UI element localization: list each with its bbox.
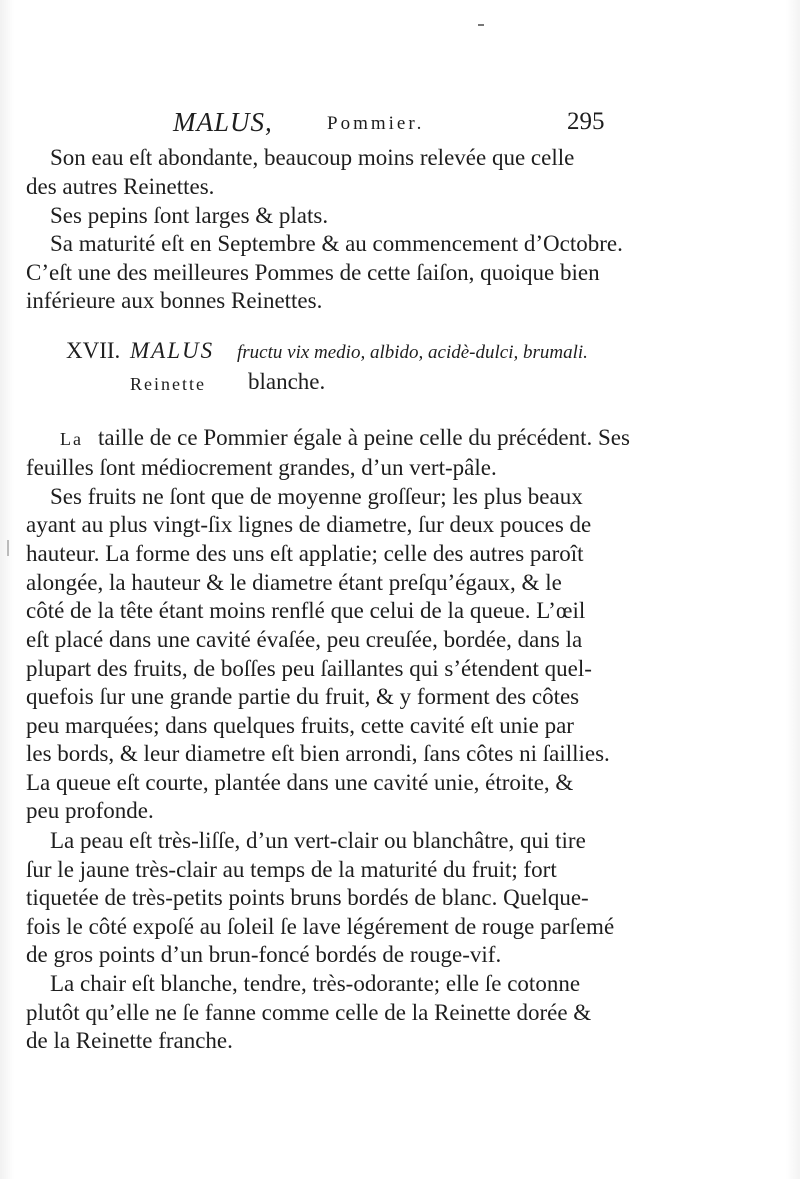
line-text: taille de ce Pommier égale à peine celle du précédent. Ses bbox=[98, 425, 630, 450]
line-text: de gros points d’un brun-foncé bordés de rouge-vif. bbox=[26, 942, 502, 967]
line-text: les bords, & leur diametre eſt bien arrondi, ſans côtes ni ſaillies. bbox=[26, 741, 610, 766]
line-text: eſt placé dans une cavité évaſée, peu creuſée, bordée, dans la bbox=[26, 627, 583, 652]
line-text: Son eau eſt abondante, beaucoup moins relevée que celle bbox=[50, 145, 575, 170]
print-mark bbox=[478, 24, 484, 26]
text-line bbox=[0, 625, 800, 655]
line-text: Ses pepins ſont larges & plats. bbox=[50, 203, 329, 228]
text-line bbox=[0, 510, 800, 540]
text-line bbox=[0, 883, 800, 913]
line-text: peu profonde. bbox=[26, 798, 154, 823]
entry-genus: MALUS bbox=[130, 338, 215, 363]
line-text: alongée, la hauteur & le diametre étant preſqu’égaux, & le bbox=[26, 570, 562, 595]
line-text: côté de la tête étant moins renflé que celui de la queue. L’œil bbox=[26, 598, 586, 623]
entry-number: XVII. bbox=[66, 338, 121, 363]
line-text: plutôt qu’elle ne ſe fanne comme celle de la Reinette dorée & bbox=[26, 1000, 592, 1025]
text-line bbox=[0, 258, 800, 288]
text-line bbox=[0, 711, 800, 741]
line-text: ſur le jaune très-clair au temps de la maturité du fruit; fort bbox=[26, 857, 557, 882]
text-line bbox=[0, 201, 800, 231]
text-line bbox=[0, 453, 800, 483]
text-line bbox=[0, 1026, 800, 1056]
text-line bbox=[0, 229, 800, 259]
line-text: Ses fruits ne ſont que de moyenne groſſeur; les plus beaux bbox=[50, 484, 583, 509]
text-line bbox=[0, 172, 800, 202]
line-text: La chair eſt blanche, tendre, très-odorante; elle ſe cotonne bbox=[50, 971, 581, 996]
line-text: hauteur. La forme des uns eſt applatie; celle des autres paroît bbox=[26, 541, 584, 566]
text-line bbox=[0, 286, 800, 316]
dropcap: La bbox=[60, 429, 83, 449]
text-line bbox=[0, 969, 800, 999]
line-text: des autres Reinettes. bbox=[26, 174, 215, 199]
text-line bbox=[0, 739, 800, 769]
text-line bbox=[0, 826, 800, 856]
line-text: feuilles ſont médiocrement grandes, d’un vert-pâle. bbox=[26, 455, 497, 480]
text-line bbox=[0, 596, 800, 626]
entry-name-rest: blanche. bbox=[248, 369, 326, 394]
line-text: C’eſt une des meilleures Pommes de cette ſaiſon, quoique bien bbox=[26, 260, 600, 285]
text-line bbox=[0, 539, 800, 569]
text-line bbox=[0, 423, 800, 453]
line-text: La queue eſt courte, plantée dans une cavité unie, étroite, & bbox=[26, 770, 574, 795]
text-line bbox=[0, 482, 800, 512]
line-text: peu marquées; dans quelques fruits, cette cavité eſt unie par bbox=[26, 713, 574, 738]
line-text: ayant au plus vingt-ſix lignes de diametre, ſur deux pouces de bbox=[26, 512, 592, 537]
entry-heading bbox=[0, 336, 800, 366]
line-text: tiquetée de très-petits points bruns bordés de blanc. Quelque- bbox=[26, 885, 589, 910]
line-text: plupart des fruits, de boſſes peu ſaillantes qui s’étendent quel- bbox=[26, 656, 592, 681]
text-line bbox=[0, 654, 800, 684]
text-line bbox=[0, 568, 800, 598]
text-line bbox=[0, 768, 800, 798]
line-text: quefois ſur une grande partie du fruit, & y forment des côtes bbox=[26, 684, 580, 709]
line-text: Sa maturité eſt en Septembre & au commencement d’Octobre. bbox=[50, 231, 623, 256]
text-line bbox=[0, 998, 800, 1028]
text-line bbox=[0, 682, 800, 712]
text-line bbox=[0, 912, 800, 942]
entry-common-name bbox=[0, 367, 800, 397]
entry-name-smallcaps: Reinette bbox=[130, 374, 206, 394]
header-title: MALUS, bbox=[173, 107, 273, 137]
line-text: de la Reinette franche. bbox=[26, 1028, 233, 1053]
page-number: 295 bbox=[567, 108, 605, 135]
header-subtitle: Pommier. bbox=[327, 113, 425, 134]
text-line bbox=[0, 940, 800, 970]
text-line bbox=[0, 796, 800, 826]
text-line bbox=[0, 143, 800, 173]
entry-description: fructu vix medio, albido, acidè-dulci, brumali. bbox=[237, 342, 588, 363]
line-text: La peau eſt très-liſſe, d’un vert-clair ou blanchâtre, qui tire bbox=[50, 828, 586, 853]
running-header bbox=[0, 105, 800, 139]
text-line bbox=[0, 855, 800, 885]
line-text: inférieure aux bonnes Reinettes. bbox=[26, 288, 323, 313]
line-text: fois le côté expoſé au ſoleil ſe lave légérement de rouge parſemé bbox=[26, 914, 615, 939]
